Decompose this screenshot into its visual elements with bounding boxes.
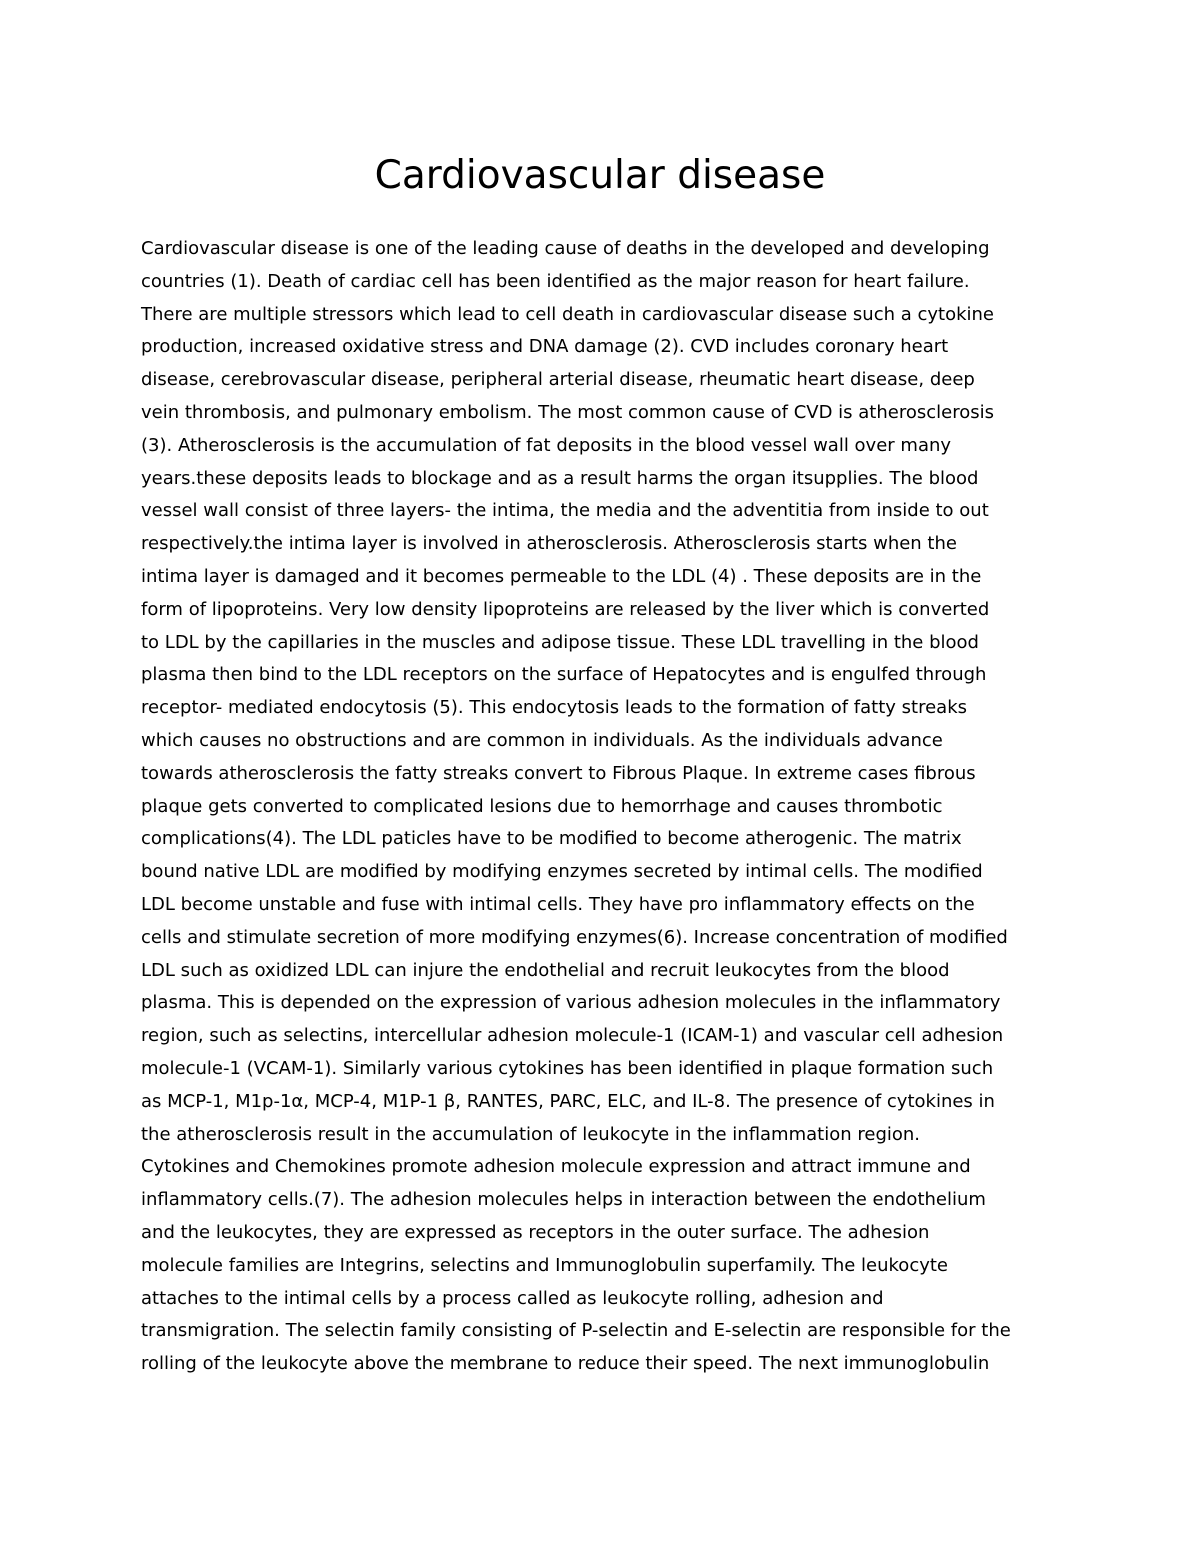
body-line: form of lipoproteins. Very low density lipoproteins are released by the liver which is converted bbox=[141, 598, 990, 620]
document-body bbox=[141, 233, 1071, 1381]
body-line: as MCP-1, M1p-1α, MCP-4, M1P-1 β, RANTES, PARC, ELC, and IL-8. The presence of cytokines in bbox=[141, 1090, 995, 1112]
body-line: (3). Atherosclerosis is the accumulation of fat deposits in the blood vessel wall over many bbox=[141, 434, 952, 456]
body-line: plasma then bind to the LDL receptors on the surface of Hepatocytes and is engulfed through bbox=[141, 664, 987, 686]
body-line: rolling of the leukocyte above the membrane to reduce their speed. The next immunoglobulin bbox=[141, 1353, 990, 1375]
body-line: LDL become unstable and fuse with intimal cells. They have pro inflammatory effects on the bbox=[141, 893, 975, 915]
body-line: cells and stimulate secretion of more modifying enzymes(6). Increase concentration of modified bbox=[141, 926, 1008, 948]
body-line: Cytokines and Chemokines promote adhesion molecule expression and attract immune and bbox=[141, 1156, 971, 1178]
body-line: the atherosclerosis result in the accumulation of leukocyte in the inflammation region. bbox=[141, 1123, 921, 1145]
document-title: Cardiovascular disease bbox=[374, 153, 826, 198]
body-line: years.these deposits leads to blockage and as a result harms the organ itsupplies. The blood bbox=[141, 467, 979, 489]
body-line: production, increased oxidative stress and DNA damage (2). CVD includes coronary heart bbox=[141, 336, 949, 358]
body-line: inflammatory cells.(7). The adhesion molecules helps in interaction between the endothelium bbox=[141, 1189, 986, 1211]
body-line: respectively.the intima layer is involved in atherosclerosis. Atherosclerosis starts when the bbox=[141, 533, 957, 555]
body-line: which causes no obstructions and are common in individuals. As the individuals advance bbox=[141, 729, 943, 751]
body-line: disease, cerebrovascular disease, peripheral arterial disease, rheumatic heart disease, deep bbox=[141, 369, 975, 391]
body-line: plaque gets converted to complicated lesions due to hemorrhage and causes thrombotic bbox=[141, 795, 943, 817]
body-line: to LDL by the capillaries in the muscles and adipose tissue. These LDL travelling in the blood bbox=[141, 631, 979, 653]
body-line: countries (1). Death of cardiac cell has been identified as the major reason for heart failure. bbox=[141, 270, 970, 292]
body-line: LDL such as oxidized LDL can injure the endothelial and recruit leukocytes from the blood bbox=[141, 959, 950, 981]
body-line: There are multiple stressors which lead to cell death in cardiovascular disease such a cytokine bbox=[141, 303, 995, 325]
body-line: towards atherosclerosis the fatty streaks convert to Fibrous Plaque. In extreme cases fibrous bbox=[141, 762, 976, 784]
body-line: transmigration. The selectin family consisting of P-selectin and E-selectin are responsible for the bbox=[141, 1320, 1011, 1342]
body-line: region, such as selectins, intercellular adhesion molecule-1 (ICAM-1) and vascular cell adhesion bbox=[141, 1025, 1004, 1047]
body-line: complications(4). The LDL paticles have to be modified to become atherogenic. The matrix bbox=[141, 828, 962, 850]
body-line: vessel wall consist of three layers- the intima, the media and the adventitia from inside to out bbox=[141, 500, 989, 522]
body-line: plasma. This is depended on the expression of various adhesion molecules in the inflammatory bbox=[141, 992, 1001, 1014]
body-line: intima layer is damaged and it becomes permeable to the LDL (4) . These deposits are in the bbox=[141, 565, 982, 587]
body-line: molecule families are Integrins, selectins and Immunoglobulin superfamily. The leukocyte bbox=[141, 1254, 949, 1276]
body-line: attaches to the intimal cells by a process called as leukocyte rolling, adhesion and bbox=[141, 1287, 884, 1309]
body-line: bound native LDL are modified by modifying enzymes secreted by intimal cells. The modified bbox=[141, 861, 983, 883]
body-line: and the leukocytes, they are expressed as receptors in the outer surface. The adhesion bbox=[141, 1221, 930, 1243]
body-line: molecule-1 (VCAM-1). Similarly various cytokines has been identified in plaque formation such bbox=[141, 1057, 994, 1079]
body-line: vein thrombosis, and pulmonary embolism. The most common cause of CVD is atherosclerosis bbox=[141, 401, 994, 423]
body-line: Cardiovascular disease is one of the leading cause of deaths in the developed and developing bbox=[141, 238, 990, 259]
body-line: receptor- mediated endocytosis (5). This endocytosis leads to the formation of fatty streaks bbox=[141, 697, 967, 719]
